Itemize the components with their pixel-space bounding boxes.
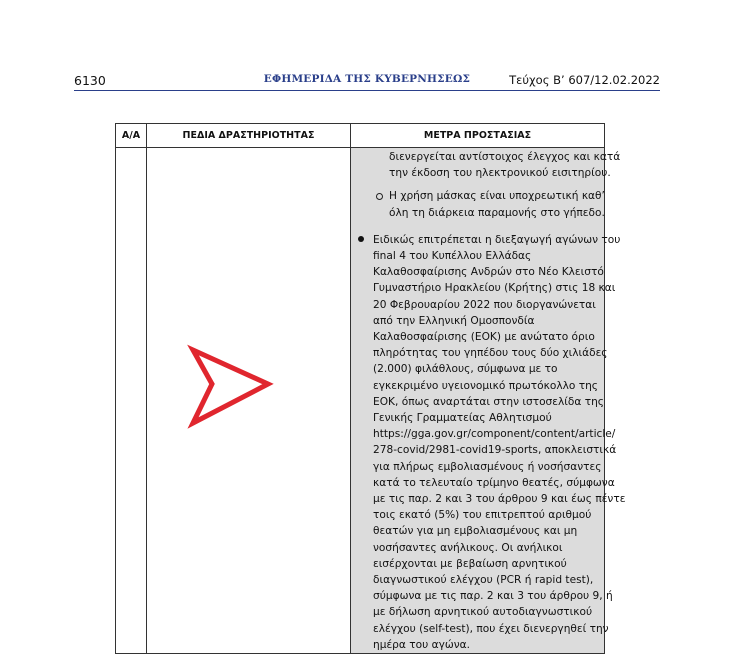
text-line: Η χρήση μάσκας είναι υποχρεωτική καθ’ [389,190,605,203]
text-line: ημέρα του αγώνα. [373,638,471,651]
table-row [116,148,605,654]
filled-bullet-icon [358,236,364,242]
red-arrow-pointer-icon [190,347,272,427]
text-line: 278-covid/2981-covid19-sports, αποκλειστικά [373,444,617,457]
text-line: με δήλωση αρνητικού αυτοδιαγνωστικού [373,606,593,619]
column-header-activity: ΠΕΔΙΑ ΔΡΑΣΤΗΡΙΟΤΗΤΑΣ [147,124,351,148]
text-line: εγκεκριμένο υγειονομικό πρωτόκολλο της [373,379,599,392]
text-line: διενεργείται αντίστοιχος έλεγχος και κατά [389,151,621,163]
table-header-row [116,124,605,148]
text-line: 20 Φεβρουαρίου 2022 που διοργανώνεται [373,298,596,311]
column-header-measures: ΜΕΤΡΑ ΠΡΟΣΤΑΣΙΑΣ [351,124,605,148]
mask-sub-item [359,188,605,220]
text-line: όλη τη διάρκεια παραμονής στο γήπεδο. [389,206,605,219]
text-line: σύμφωνα με τις παρ. 2 και 3 του άρθρου 9, ή [373,590,613,603]
text-line: για πλήρως εμβολιασμένους ή νοσήσαντες [373,460,602,473]
text-line: διαγνωστικού ελέγχου (PCR ή rapid test), [373,574,594,587]
text-line: Ειδικώς επιτρέπεται η διεξαγωγή αγώνων του [373,233,621,246]
text-line: την έκδοση του ηλεκτρονικού εισιτηρίου. [389,167,611,180]
circle-bullet-icon [376,193,383,200]
text-line: τοις εκατό (5%) του επιτρεπτού αριθμού [373,509,592,522]
text-line: Καλαθοσφαίρισης Ανδρών στο Νέο Κλειστό [373,266,604,279]
text-line: ελέγχου (self-test), που έχει διενεργηθεί την [373,622,609,635]
column-header-index: Α/Α [116,124,147,148]
text-line: θεατών για μη εμβολιασμένους και μη [373,525,578,538]
text-line: με τις παρ. 2 και 3 του άρθρου 9 και έως πέντε [373,493,626,506]
text-line: από την Ελληνική Ομοσπονδία [373,314,535,327]
final-four-item [359,232,626,653]
text-line: εισέρχονται με βεβαίωση αρνητικού [373,557,567,570]
protection-measures-table [115,123,626,654]
text-line: final 4 του Κυπέλλου Ελλάδας [373,250,532,263]
text-line: ΕΟΚ, όπως αναρτάται στην ιστοσελίδα της [373,395,604,408]
text-line: πληρότητας του γηπέδου τους δύο χιλιάδες [373,347,608,360]
header-rule [74,90,660,91]
gazette-title: ΕΦΗΜΕΡΙΔΑ ΤΗΣ ΚΥΒΕΡΝΗΣΕΩΣ [263,73,471,85]
text-line: κατά το τελευταίο τρίμηνο θεατές, σύμφωνα [373,476,615,489]
index-cell [116,148,147,654]
text-line: Γενικής Γραμματείας Αθλητισμού [373,412,552,425]
continued-sub-item [359,149,621,181]
page-number: 6130 [74,73,106,88]
text-line: νοσήσαντες ανήλικους. Οι ανήλικοι [373,541,563,554]
text-line: Καλαθοσφαίρισης (ΕΟΚ) με ανώτατο όριο [373,331,595,344]
text-line: https://gga.gov.gr/component/content/article/ [373,428,616,441]
text-line: Γυμναστήριο Ηρακλείου (Κρήτης) στις 18 και [373,282,616,295]
issue-number: Τεύχος Β’ 607/12.02.2022 [509,73,660,87]
measures-cell [351,148,626,654]
text-line: (2.000) φιλάθλους, σύμφωνα με το [373,363,558,376]
